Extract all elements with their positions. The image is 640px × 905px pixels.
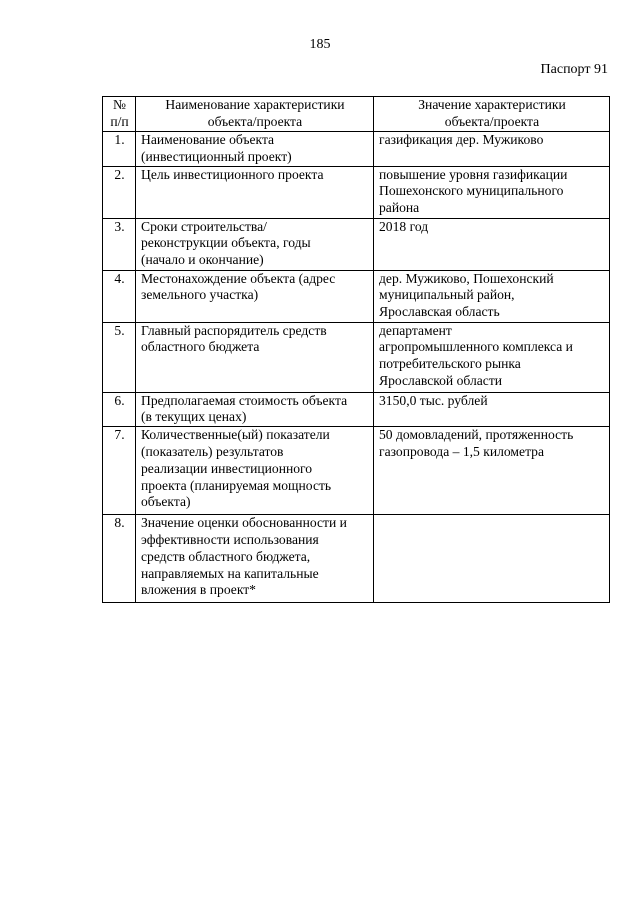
table-row [103,166,610,218]
row-number: 3. [103,218,136,270]
row-name: Предполагаемая стоимость объекта (в текущих ценах) [136,392,374,427]
row-name: Сроки строительства/ реконструкции объекта, годы (начало и окончание) [136,218,374,270]
table-row [103,270,610,322]
row-number: 7. [103,427,136,515]
table-row [103,392,610,427]
row-value: дер. Мужиково, Пошехонский муниципальный район, Ярославская область [374,270,610,322]
row-number: 5. [103,322,136,392]
row-number: 1. [103,132,136,167]
table-row [103,427,610,515]
row-value [374,515,610,603]
table-header-row [103,97,610,132]
row-value: газификация дер. Мужиково [374,132,610,167]
passport-table [102,96,610,603]
row-value: повышение уровня газификации Пошехонского муниципального района [374,166,610,218]
row-name: Местонахождение объекта (адрес земельного участка) [136,270,374,322]
row-value: 3150,0 тыс. рублей [374,392,610,427]
row-name: Значение оценки обоснованности и эффективности использования средств областного бюджета, направляемых на капитальные вложения в проект* [136,515,374,603]
page-number: 185 [309,37,331,52]
row-value: департамент агропромышленного комплекса и потребительского рынка Ярославской области [374,322,610,392]
header-number: № п/п [103,97,136,132]
row-value: 2018 год [374,218,610,270]
row-name: Цель инвестиционного проекта [136,166,374,218]
table-row [103,322,610,392]
header-characteristic-name: Наименование характеристики объекта/проекта [136,97,374,132]
header-characteristic-value: Значение характеристики объекта/проекта [374,97,610,132]
row-value: 50 домовладений, протяженность газопровода – 1,5 километра [374,427,610,515]
row-number: 6. [103,392,136,427]
table-row [103,515,610,603]
passport-label: Паспорт 91 [540,62,608,77]
table-row [103,132,610,167]
table-row [103,218,610,270]
row-number: 2. [103,166,136,218]
row-number: 8. [103,515,136,603]
row-number: 4. [103,270,136,322]
row-name: Главный распорядитель средств областного бюджета [136,322,374,392]
row-name: Наименование объекта (инвестиционный проект) [136,132,374,167]
row-name: Количественные(ый) показатели (показатель) результатов реализации инвестиционного проекта (планируемая мощность объекта) [136,427,374,515]
